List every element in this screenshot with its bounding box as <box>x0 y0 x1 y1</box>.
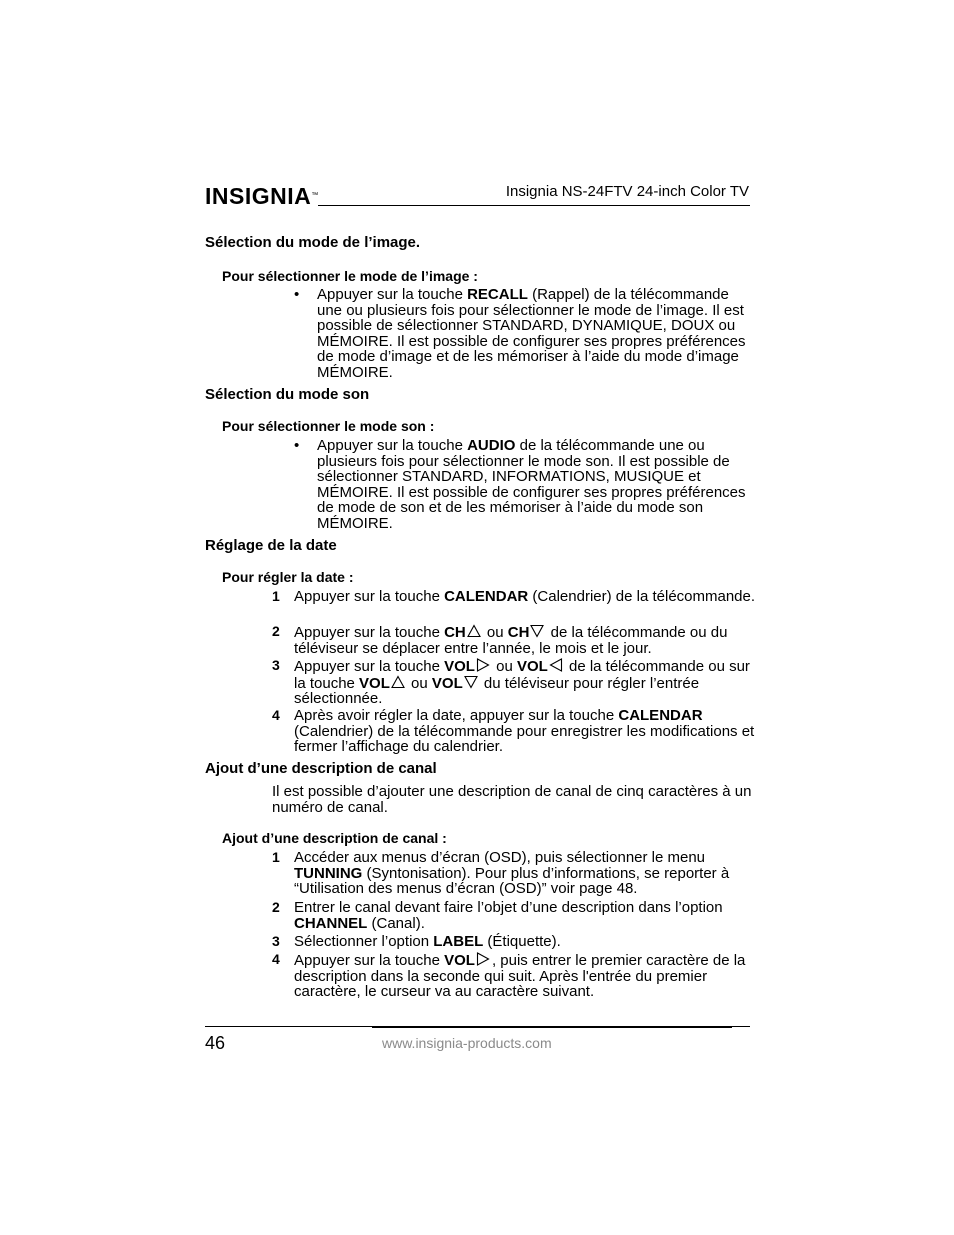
triangle-left-icon <box>549 658 563 672</box>
triangle-up-icon <box>467 624 481 638</box>
section-heading-sound-mode: Sélection du mode son <box>205 386 370 403</box>
date-step-4: Après avoir régler la date, appuyer sur la touche CALENDAR (Calendrier) de la télécommande pour enregistrer les modifications et fermer l’affichage du calendrier. <box>294 707 755 756</box>
step-number: 3 <box>272 657 280 673</box>
date-step-2: Appuyer sur la touche CH ou CH de la télécommande ou du téléviseur se déplacer entre l’année, le mois et le jour. <box>294 624 728 657</box>
channel-step-1: Accéder aux menus d’écran (OSD), puis sélectionner le menu TUNNING (Syntonisation). Pour plus d’informations, se reporter à “Utilisation des menus d’écran (OSD)” voir page 48. <box>294 849 730 898</box>
section-heading-channel-label: Ajout d’une description de canal <box>205 760 437 777</box>
bullet-sound-mode: Appuyer sur la touche AUDIO de la télécommande une ou plusieurs fois pour sélectionner le mode son. Il est possible de sélectionner STANDARD, INFORMATIONS, MUSIQUE et MÉMOIRE. Il est possible de configurer ses propres préférences de mode de son et de les mémoriser à l’aide du mode son MÉMOIRE. <box>317 437 746 532</box>
footer-url[interactable]: www.insignia-products.com <box>382 1035 552 1051</box>
section-heading-date: Réglage de la date <box>205 537 337 554</box>
header-divider <box>318 205 750 206</box>
step-number: 4 <box>272 707 280 723</box>
bullet-picture-mode: Appuyer sur la touche RECALL (Rappel) de la télécommande une ou plusieurs fois pour sélectionner le mode de l’image. Il est possible de sélectionner STANDARD, DYNAMIQUE, DOUX ou MÉMOIRE. Il est possible de configurer ses propres préférences de mode d’image et de les mémoriser à l’aide du mode d’image MÉMOIRE. <box>317 286 746 381</box>
step-number: 3 <box>272 933 280 949</box>
page-number: 46 <box>205 1033 226 1053</box>
triangle-up-icon <box>391 675 405 689</box>
section-heading-picture-mode: Sélection du mode de l’image. <box>205 234 421 251</box>
channel-step-3: Sélectionner l’option LABEL (Étiquette). <box>294 933 561 950</box>
intro-channel-label: Il est possible d’ajouter une description de canal de cinq caractères à un numéro de canal. <box>272 783 752 816</box>
bullet-marker: • <box>294 437 300 454</box>
triangle-right-icon <box>476 658 490 672</box>
step-number: 1 <box>272 588 280 604</box>
footer-divider-accent <box>372 1026 732 1028</box>
channel-step-2: Entrer le canal devant faire l’objet d’une description dans l’option CHANNEL (Canal). <box>294 899 723 932</box>
channel-step-4: Appuyer sur la touche VOL , puis entrer le premier caractère de la description dans la seconde qui suit. Après l'entrée du premier caractère, le curseur va au caractère suivant. <box>294 952 746 1001</box>
subheading-channel-label: Ajout d’une description de canal : <box>222 830 447 846</box>
bullet-marker: • <box>294 286 300 303</box>
header-title: Insignia NS-24FTV 24-inch Color TV <box>505 183 749 200</box>
triangle-down-icon <box>464 675 478 689</box>
date-step-1: Appuyer sur la touche CALENDAR (Calendrier) de la télécommande. <box>294 588 756 605</box>
step-number: 2 <box>272 899 280 915</box>
step-number: 2 <box>272 623 280 639</box>
triangle-down-icon <box>530 624 544 638</box>
brand-logo: INSIGNIA™ <box>205 183 319 209</box>
subheading-sound-mode: Pour sélectionner le mode son : <box>222 418 435 434</box>
step-number: 1 <box>272 849 280 865</box>
subheading-picture-mode: Pour sélectionner le mode de l’image : <box>222 268 478 284</box>
subheading-date: Pour régler la date : <box>222 569 354 585</box>
step-number: 4 <box>272 951 280 967</box>
date-step-3: Appuyer sur la touche VOL ou VOL de la télécommande ou sur la touche VOL ou VOL du téléviseur pour régler l’entrée sélectionnée. <box>294 658 750 708</box>
triangle-right-icon <box>476 952 490 966</box>
